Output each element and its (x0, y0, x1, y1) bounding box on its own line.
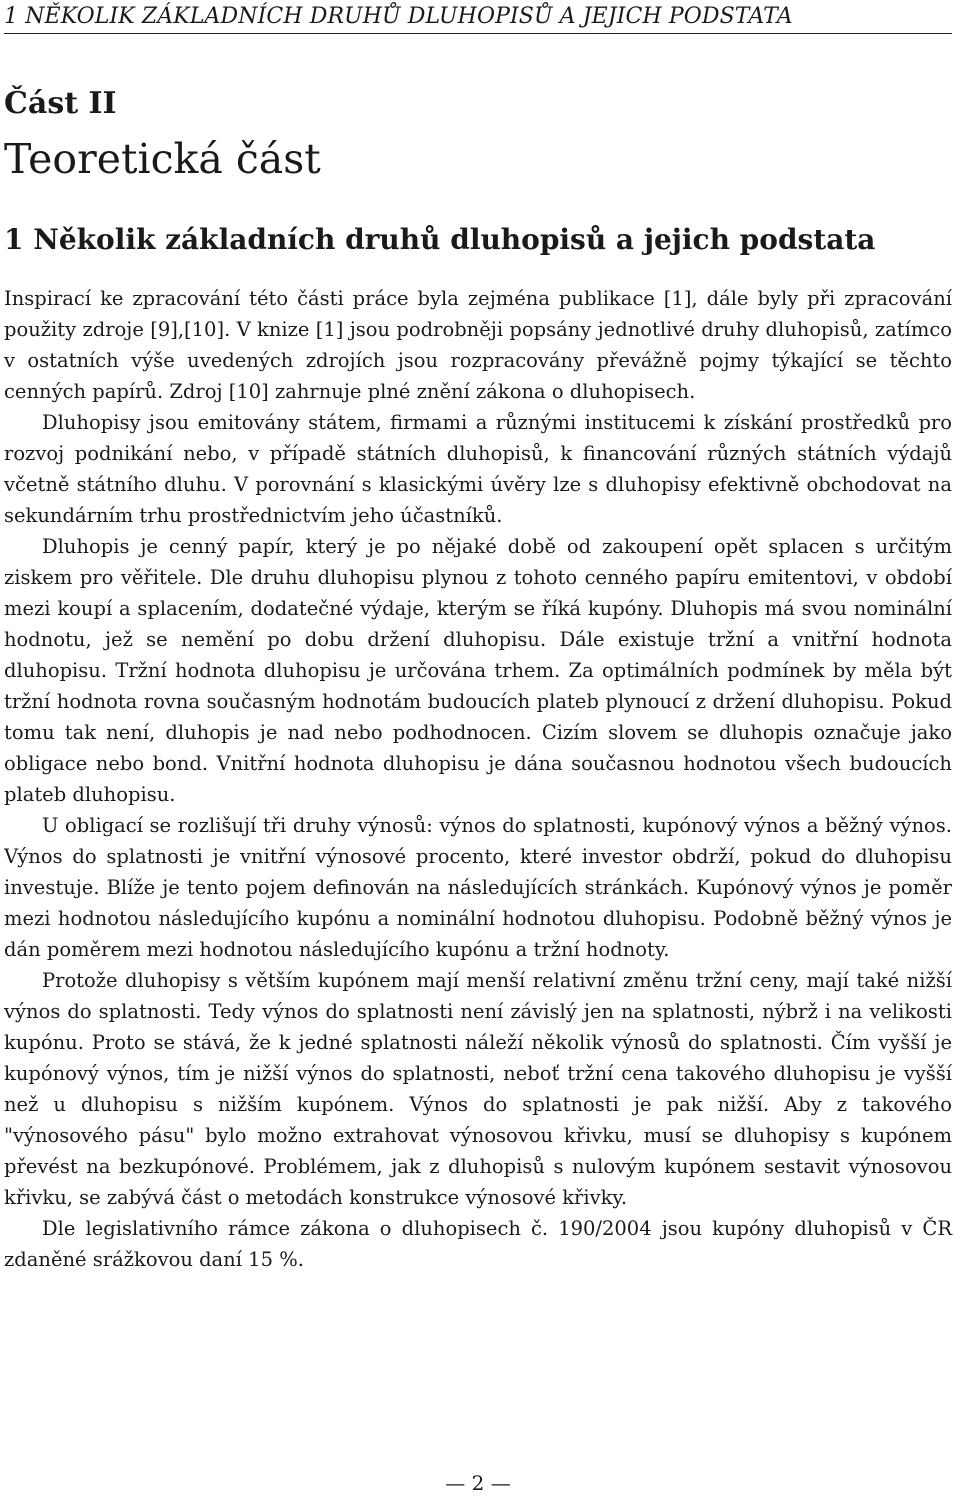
paragraph-yields: U obligací se rozlišují tři druhy výnosů: výnos do splatnosti, kupónový výnos a běžný výnos. Výnos do splatnosti je vnitřní výnosové procento, které investor obdrží, pokud do dluhopisu investuje. Blíže je tento pojem definován na následujících stránkách. Kupónový výnos je poměr mezi hodnotou následujícího kupónu a nominální hodnotou dluhopisu. Podobně běžný výnos je dán poměrem mezi hodnotou následujícího kupónu a tržní hodnoty. (4, 814, 952, 961)
part-label: Část II (4, 86, 117, 121)
paragraph-taxation: Dle legislativního rámce zákona o dluhopisech č. 190/2004 jsou kupóny dluhopisů v ČR zdaněné srážkovou daní 15 %. (4, 1217, 952, 1271)
paragraph-definition: Dluhopis je cenný papír, který je po nějaké době od zakoupení opět splacen s určitým ziskem pro věřitele. Dle druhu dluhopisu plynou z tohoto cenného papíru emitentovi, v období mezi koupí a splacením, dodatečné výdaje, kterým se říká kupóny. Dluhopis má svou nominální hodnotu, jež se nemění po dobu držení dluhopisu. Dále existuje tržní a vnitřní hodnota dluhopisu. Tržní hodnota dluhopisu je určována trhem. Za optimálních podmínek by měla být tržní hodnota rovna současným hodnotám budoucích plateb plynoucí z držení dluhopisu. Pokud tomu tak není, dluhopis je nad nebo podhodnocen. Cizím slovem se dluhopis označuje jako obligace nebo bond. Vnitřní hodnota dluhopisu je dána současnou hodnotou všech budoucích plateb dluhopisu. (4, 535, 952, 806)
section-heading: 1 Několik základních druhů dluhopisů a jejich podstata (4, 223, 876, 256)
paragraph-issuers: Dluhopisy jsou emitovány státem, firmami a různými institucemi k získání prostředků pro rozvoj podnikání nebo, v případě státních dluhopisů, k financování různých státních výdajů včetně státního dluhu. V porovnání s klasickými úvěry lze s dluhopisy efektivně obchodovat na sekundárním trhu prostřednictvím jeho účastníků. (4, 411, 952, 527)
page-number: — 2 — (445, 1471, 511, 1495)
body-text (4, 283, 952, 1275)
running-header: 1 NĚKOLIK ZÁKLADNÍCH DRUHŮ DLUHOPISŮ A JEJICH PODSTATA (4, 4, 793, 29)
paragraph-coupon-effect: Protože dluhopisy s větším kupónem mají menší relativní změnu tržní ceny, mají také nižší výnos do splatnosti. Tedy výnos do splatnosti není závislý jen na splatnosti, nýbrž i na velikosti kupónu. Proto se stává, že k jedné splatnosti náleží několik výnosů do splatnosti. Čím vyšší je kupónový výnos, tím je nižší výnos do splatnosti, neboť tržní cena takového dluhopisu je vyšší než u dluhopisu s nižším kupónem. Výnos do splatnosti je pak nižší. Aby z takového "výnosového pásu" bylo možno extrahovat výnosovou křivku, musí se dluhopisy s kupónem převést na bezkupónové. Problémem, jak z dluhopisů s nulovým kupónem sestavit výnosovou křivku, se zabývá část o metodách konstrukce výnosové křivky. (4, 969, 952, 1209)
header-rule (4, 33, 952, 34)
part-title: Teoretická část (4, 135, 321, 183)
paragraph-intro: Inspirací ke zpracování této části práce byla zejména publikace [1], dále byly při zpracování použity zdroje [9],[10]. V knize [1] jsou podrobněji popsány jednotlivé druhy dluhopisů, zatímco v ostatních výše uvedených zdrojích jsou rozpracovány převážně pojmy týkající se těchto cenných papírů. Zdroj [10] zahrnuje plné znění zákona o dluhopisech. (4, 287, 952, 403)
